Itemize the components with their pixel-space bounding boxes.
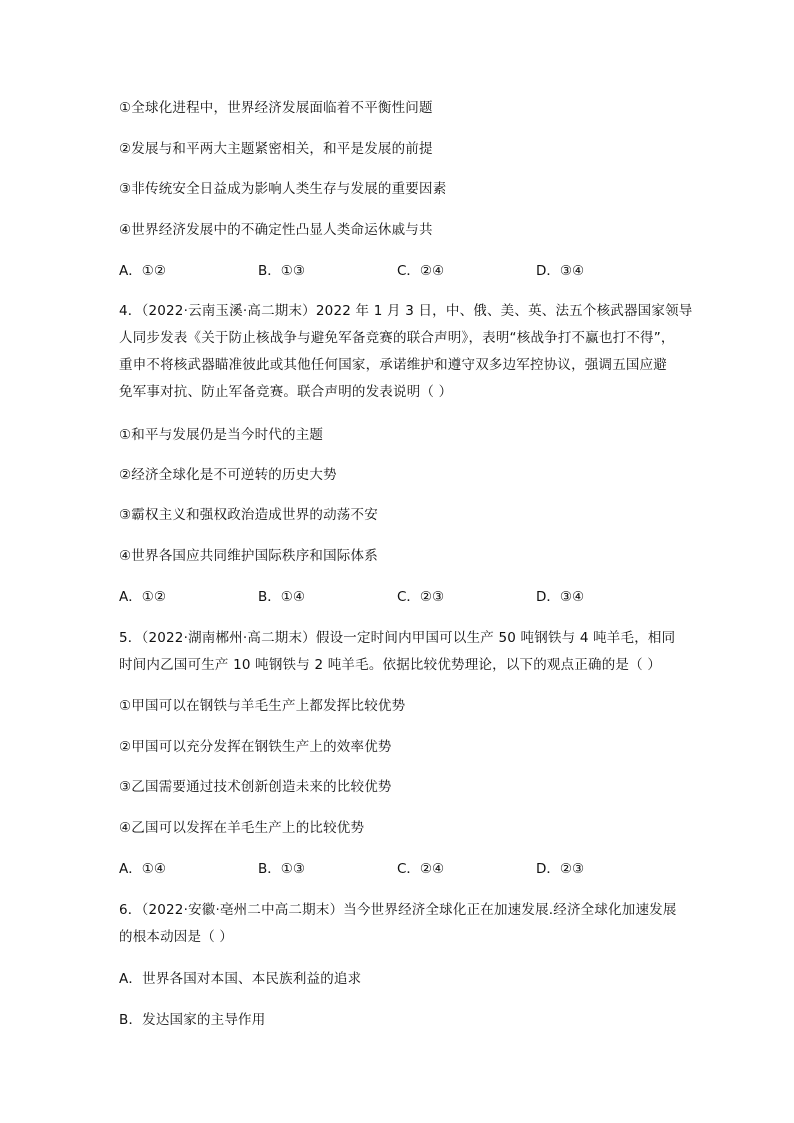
- q5-item-4: ④乙国可以发挥在羊毛生产上的比较优势: [119, 820, 365, 836]
- q3-item-4: ④世界经济发展中的不确定性凸显人类命运休戚与共: [119, 222, 433, 238]
- q4-item-2: ②经济全球化是不可逆转的历史大势: [119, 467, 337, 483]
- q4-item-3: ③霸权主义和强权政治造成世界的动荡不安: [119, 507, 378, 523]
- q3-item-1: ①全球化进程中，世界经济发展面临着不平衡性问题: [119, 100, 433, 116]
- q3-item-2: ②发展与和平两大主题紧密相关，和平是发展的前提: [119, 141, 433, 157]
- q5-option-b: B．①③: [258, 861, 305, 877]
- q4-item-1: ①和平与发展仍是当今时代的主题: [119, 427, 324, 443]
- q6-option-b: B．发达国家的主导作用: [119, 1012, 266, 1028]
- q3-option-a: A．①②: [119, 263, 166, 279]
- q4-option-d: D．③④: [536, 589, 585, 605]
- q5-stem-line-1: 5．（2022·湖南郴州·高二期末）假设一定时间内甲国可以生产 50 吨钢铁与 4 吨羊毛，相同: [119, 630, 676, 646]
- q3-option-b: B．①③: [258, 263, 305, 279]
- q4-stem-line-3: 重申不将核武器瞄准彼此或其他任何国家，承诺维护和遵守双多边军控协议，强调五国应避: [119, 357, 667, 373]
- q4-stem-line-1: 4．（2022·云南玉溪·高二期末）2022 年 1 月 3 日，中、俄、美、英、法五个核武器国家领导: [119, 303, 693, 319]
- q6-option-a: A．世界各国对本国、本民族利益的追求: [119, 971, 362, 987]
- q3-option-d: D．③④: [536, 263, 585, 279]
- q5-item-1: ①甲国可以在钢铁与羊毛生产上都发挥比较优势: [119, 698, 406, 714]
- q4-option-b: B．①④: [258, 589, 305, 605]
- q4-option-c: C．②③: [397, 589, 445, 605]
- q5-option-c: C．②④: [397, 861, 445, 877]
- q5-stem-line-2: 时间内乙国可生产 10 吨钢铁与 2 吨羊毛。依据比较优势理论，以下的观点正确的是（ ）: [119, 657, 662, 673]
- q4-option-a: A．①②: [119, 589, 166, 605]
- q6-stem-line-1: 6．（2022·安徽·亳州二中高二期末）当今世界经济全球化正在加速发展.经济全球化加速发展: [119, 902, 677, 918]
- q3-option-c: C．②④: [397, 263, 445, 279]
- q6-stem-line-2: 的根本动因是（ ）: [119, 929, 234, 945]
- q4-item-4: ④世界各国应共同维护国际秩序和国际体系: [119, 548, 378, 564]
- q3-item-3: ③非传统安全日益成为影响人类生存与发展的重要因素: [119, 181, 447, 197]
- q5-option-a: A．①④: [119, 861, 166, 877]
- q4-stem-line-2: 人同步发表《关于防止核战争与避免军备竞赛的联合声明》，表明“核战争打不赢也打不得”，: [119, 330, 675, 346]
- q4-stem-line-4: 免军事对抗、防止军备竞赛。联合声明的发表说明（ ）: [119, 384, 453, 400]
- q5-item-3: ③乙国需要通过技术创新创造未来的比较优势: [119, 779, 392, 795]
- q5-item-2: ②甲国可以充分发挥在钢铁生产上的效率优势: [119, 739, 392, 755]
- q5-option-d: D．②③: [536, 861, 585, 877]
